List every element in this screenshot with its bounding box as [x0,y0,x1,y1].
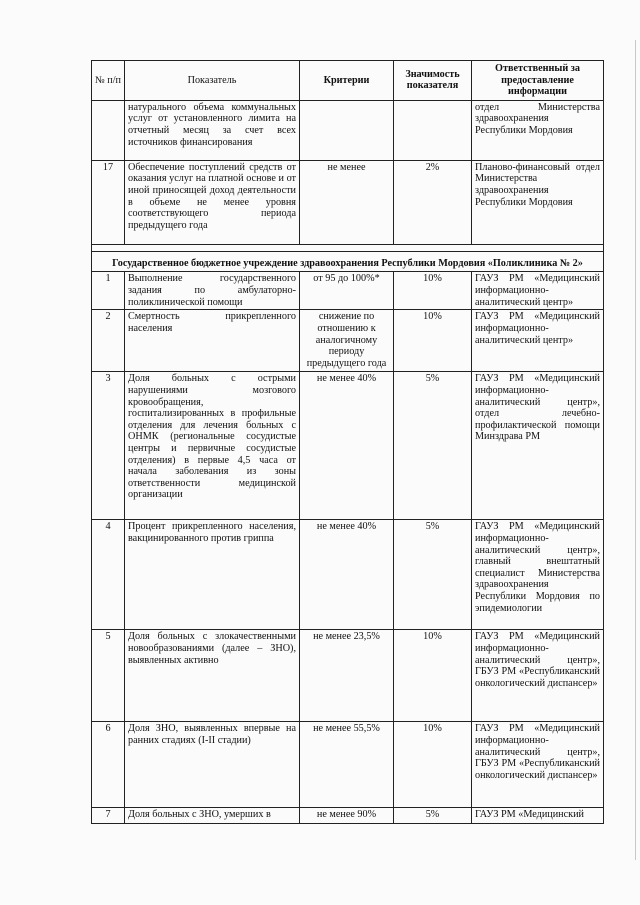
table-row [92,272,604,310]
cell-num: 3 [92,372,125,520]
cell-criteria: от 95 до 100%* [300,272,394,310]
indicators-table [91,60,604,824]
table-row [92,160,604,244]
cell-responsible: ГАУЗ РМ «Медицинский информационно-аналитический центр», ГБУЗ РМ «Республиканский онкологический диспансер» [472,722,604,808]
cell-indicator: Процент прикрепленного населения, вакцинированного против гриппа [125,520,300,630]
cell-criteria: снижение по отношению к аналогичному периоду предыдущего года [300,310,394,372]
cell-num: 7 [92,808,125,824]
cell-num: 1 [92,272,125,310]
spacer-cell [92,244,604,251]
cell-significance [394,100,472,160]
header-responsible: Ответственный за предоставление информации [472,61,604,101]
cell-num: 2 [92,310,125,372]
cell-criteria: не менее 55,5% [300,722,394,808]
header-criteria: Критерии [300,61,394,101]
cell-criteria: не менее 23,5% [300,630,394,722]
cell-significance: 5% [394,520,472,630]
header-indicator: Показатель [125,61,300,101]
table-row [92,722,604,808]
header-num: № п/п [92,61,125,101]
section-title: Государственное бюджетное учреждение здравоохранения Республики Мордовия «Поликлиника № 2» [92,251,604,272]
table-row [92,372,604,520]
cell-num: 6 [92,722,125,808]
cell-indicator: Смертность прикрепленного населения [125,310,300,372]
cell-criteria: не менее [300,160,394,244]
cell-num: 4 [92,520,125,630]
cell-responsible: ГАУЗ РМ «Медицинский информационно-аналитический центр» [472,310,604,372]
cell-indicator: Доля больных с злокачественными новообразованиями (далее – ЗНО), выявленных активно [125,630,300,722]
header-significance: Значимость показателя [394,61,472,101]
table-row [92,520,604,630]
cell-indicator: Выполнение государственного задания по амбулаторно-поликлинической помощи [125,272,300,310]
cell-significance: 10% [394,630,472,722]
cell-indicator: Доля больных с острыми нарушениями мозгового кровообращения, госпитализированных в профильные отделения для лечения больных с ОНМК (региональные сосудистые центры и первичные сосудистые отделения) в первые 4,5 часа от начала заболевания из зоны ответственности медицинской организации [125,372,300,520]
cell-responsible: Планово-финансовый отдел Министерства здравоохранения Республики Мордовия [472,160,604,244]
cell-significance: 10% [394,272,472,310]
table-row-continuation [92,100,604,160]
cell-significance: 10% [394,722,472,808]
section-heading-row [92,251,604,272]
cell-responsible: ГАУЗ РМ «Медицинский информационно-аналитический центр», отдел лечебно-профилактической помощи Минздрава РМ [472,372,604,520]
cell-indicator: Доля больных с ЗНО, умерших в [125,808,300,824]
cell-criteria: не менее 40% [300,520,394,630]
cell-criteria [300,100,394,160]
cell-responsible: отдел Министерства здравоохранения Республики Мордовия [472,100,604,160]
cell-significance: 2% [394,160,472,244]
cell-significance: 5% [394,808,472,824]
cell-criteria: не менее 40% [300,372,394,520]
table-row [92,808,604,824]
cell-indicator: Доля ЗНО, выявленных впервые на ранних стадиях (I-II стадии) [125,722,300,808]
table-spacer-row [92,244,604,251]
cell-num: 17 [92,160,125,244]
cell-criteria: не менее 90% [300,808,394,824]
cell-indicator: натурального объема коммунальных услуг от установленного лимита на отчетный месяц за счет всех источников финансирования [125,100,300,160]
cell-num [92,100,125,160]
table-row [92,630,604,722]
table-header-row [92,61,604,101]
cell-responsible: ГАУЗ РМ «Медицинский [472,808,604,824]
table-row [92,310,604,372]
cell-responsible: ГАУЗ РМ «Медицинский информационно-аналитический центр», ГБУЗ РМ «Республиканский онкологический диспансер» [472,630,604,722]
cell-num: 5 [92,630,125,722]
cell-responsible: ГАУЗ РМ «Медицинский информационно-аналитический центр», главный внештатный специалист Министерства здравоохранения Республики Мордовия по эпидемиологии [472,520,604,630]
cell-significance: 5% [394,372,472,520]
scan-edge-line [635,40,636,860]
cell-significance: 10% [394,310,472,372]
cell-responsible: ГАУЗ РМ «Медицинский информационно-аналитический центр» [472,272,604,310]
cell-indicator: Обеспечение поступлений средств от оказания услуг на платной основе и от иной приносящей доход деятельности в объеме не менее уровня соответствующего периода предыдущего года [125,160,300,244]
